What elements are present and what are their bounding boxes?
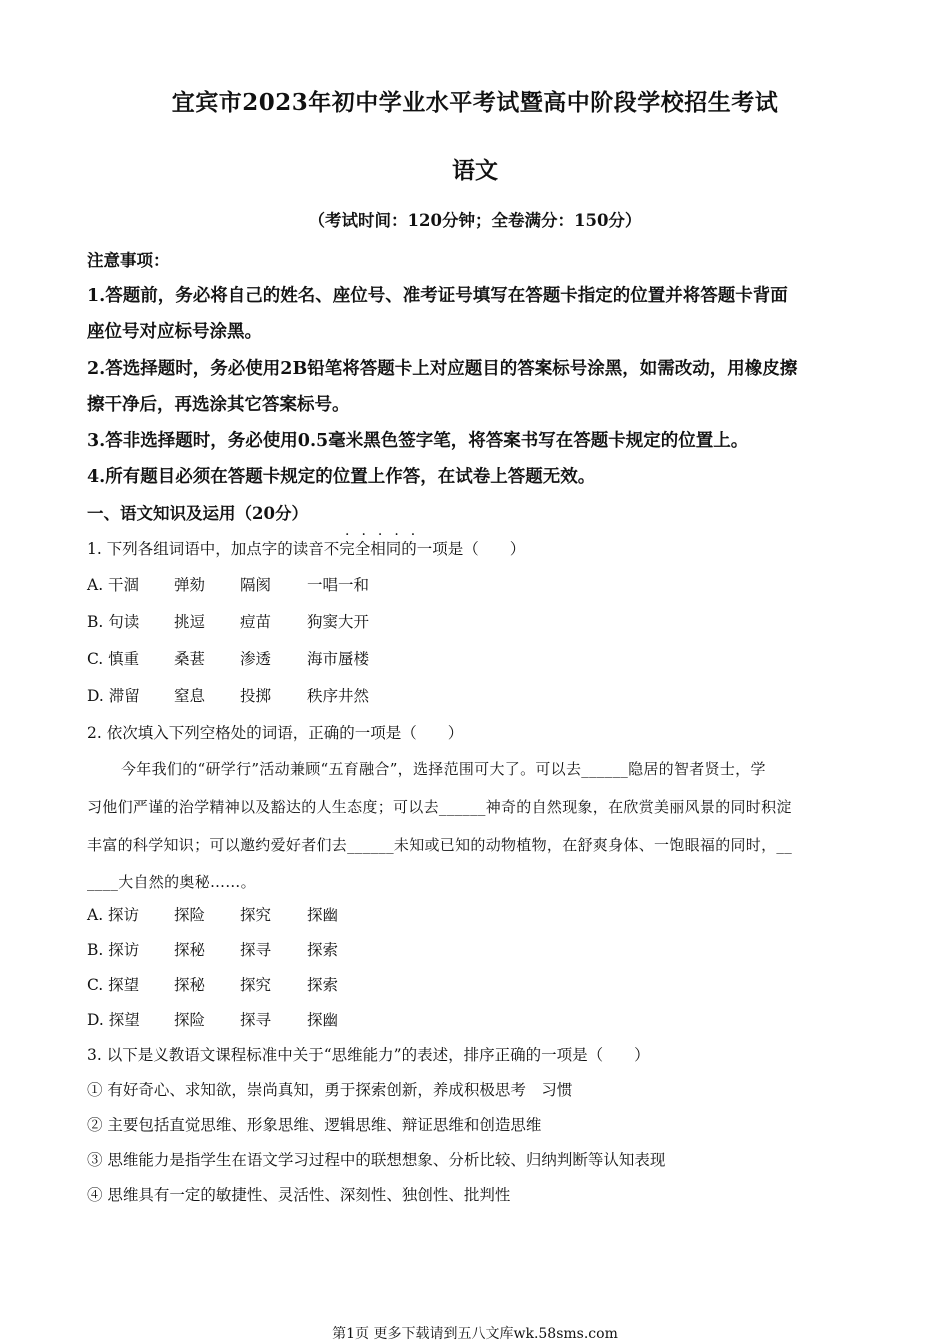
exam-title: 宜宾市2023年初中学业水平考试暨高中阶段学校招生考试 bbox=[171, 89, 779, 116]
option-word: 探险 bbox=[174, 1011, 206, 1029]
notice-line-3: 3.答非选择题时，务必使用0.5毫米黑色签字笔，将答案书写在答题卡规定的位置上。 bbox=[87, 431, 749, 451]
q2-passage-line-3: 丰富的科学知识；可以邀约爱好者们去______未知或已知的动物植物，在舒爽身体、一饱眼福的同时，__ bbox=[87, 836, 793, 854]
notice-heading: 注意事项： bbox=[87, 251, 170, 270]
q1-stem-text: 1. 下列各组词语中，加点字的读音不完全相同的一项是（ ） bbox=[87, 540, 526, 558]
notice-line-1b: 座位号对应标号涂黑。 bbox=[87, 322, 262, 342]
q1-option-a bbox=[87, 573, 487, 595]
option-word: 探幽 bbox=[307, 1011, 339, 1029]
option-word: 海市蜃楼 bbox=[307, 650, 370, 668]
q2-passage-line-2: 习他们严谨的治学精神以及豁达的人生态度；可以去______神奇的自然现象，在欣赏美丽风景的同时积淀 bbox=[87, 798, 792, 816]
q3-stem: 3. 以下是义教语文课程标准中关于“思维能力”的表述，排序正确的一项是（ ） bbox=[87, 1046, 650, 1064]
option-word: 渗透 bbox=[240, 650, 272, 668]
option-word: 痘苗 bbox=[240, 613, 272, 631]
option-word: 窒息 bbox=[174, 687, 206, 705]
emphasis-dots: ····· bbox=[345, 527, 428, 543]
time-info: （考试时间：120分钟；全卷满分：150分） bbox=[308, 211, 642, 230]
option-word: 狗窦大开 bbox=[307, 613, 370, 631]
option-label: B. 句读 bbox=[87, 613, 140, 631]
q3-item-4: ④ 思维具有一定的敏捷性、灵活性、深刻性、独创性、批判性 bbox=[87, 1186, 511, 1204]
option-word: 探索 bbox=[307, 941, 339, 959]
option-word: 挑逗 bbox=[174, 613, 206, 631]
q1-stem bbox=[87, 527, 526, 559]
q1-option-b bbox=[87, 610, 487, 632]
option-word: 探险 bbox=[174, 906, 206, 924]
option-word: 一唱一和 bbox=[307, 576, 370, 594]
notice-line-2a: 2.答选择题时，务必使用2B铅笔将答题卡上对应题目的答案标号涂黑，如需改动，用橡皮擦 bbox=[87, 359, 798, 379]
option-label: B. 探访 bbox=[87, 941, 140, 959]
option-word: 桑葚 bbox=[174, 650, 206, 668]
q3-item-1: ① 有好奇心、求知欲，崇尚真知，勇于探索创新，养成积极思考 习惯 bbox=[87, 1081, 573, 1099]
option-label: D. 滞留 bbox=[87, 687, 140, 705]
option-word: 隔阂 bbox=[240, 576, 272, 594]
option-word: 探寻 bbox=[240, 941, 272, 959]
page-footer: 第1页 更多下载请到五八文库wk.58sms.com bbox=[332, 1326, 618, 1342]
q3-item-2: ② 主要包括直觉思维、形象思维、逻辑思维、辩证思维和创造思维 bbox=[87, 1116, 542, 1134]
section-heading: 一、语文知识及运用（20分） bbox=[87, 504, 308, 523]
q2-option-b bbox=[87, 938, 487, 960]
option-word: 探索 bbox=[307, 976, 339, 994]
q2-option-c bbox=[87, 973, 487, 995]
option-label: C. 慎重 bbox=[87, 650, 140, 668]
option-label: D. 探望 bbox=[87, 1011, 140, 1029]
option-word: 投掷 bbox=[240, 687, 272, 705]
q2-passage-line-1: 今年我们的“研学行”活动兼顾“五育融合”，选择范围可大了。可以去______隐居的智者贤士，学 bbox=[121, 760, 766, 778]
option-word: 探究 bbox=[240, 906, 272, 924]
option-word: 探秘 bbox=[174, 941, 206, 959]
option-word: 秩序井然 bbox=[307, 687, 370, 705]
q2-stem: 2. 依次填入下列空格处的词语，正确的一项是（ ） bbox=[87, 724, 464, 742]
q2-option-d bbox=[87, 1008, 487, 1030]
option-word: 探幽 bbox=[307, 906, 339, 924]
q1-option-c bbox=[87, 647, 487, 669]
notice-line-2b: 擦干净后，再选涂其它答案标号。 bbox=[87, 395, 350, 415]
option-label: A. 探访 bbox=[87, 906, 140, 924]
subject-title: 语文 bbox=[452, 157, 498, 184]
option-word: 探究 bbox=[240, 976, 272, 994]
q2-option-a bbox=[87, 903, 487, 925]
option-word: 弹劾 bbox=[174, 576, 206, 594]
option-label: A. 干涸 bbox=[87, 576, 140, 594]
notice-line-1a: 1.答题前，务必将自己的姓名、座位号、准考证号填写在答题卡指定的位置并将答题卡背面 bbox=[87, 286, 788, 306]
option-word: 探秘 bbox=[174, 976, 206, 994]
q1-option-d bbox=[87, 684, 487, 706]
option-label: C. 探望 bbox=[87, 976, 140, 994]
q3-item-3: ③ 思维能力是指学生在语文学习过程中的联想想象、分析比较、归纳判断等认知表现 bbox=[87, 1151, 666, 1169]
q2-passage-line-4: ____大自然的奥秘……。 bbox=[87, 873, 256, 891]
notice-line-4: 4.所有题目必须在答题卡规定的位置上作答，在试卷上答题无效。 bbox=[87, 467, 596, 487]
option-word: 探寻 bbox=[240, 1011, 272, 1029]
